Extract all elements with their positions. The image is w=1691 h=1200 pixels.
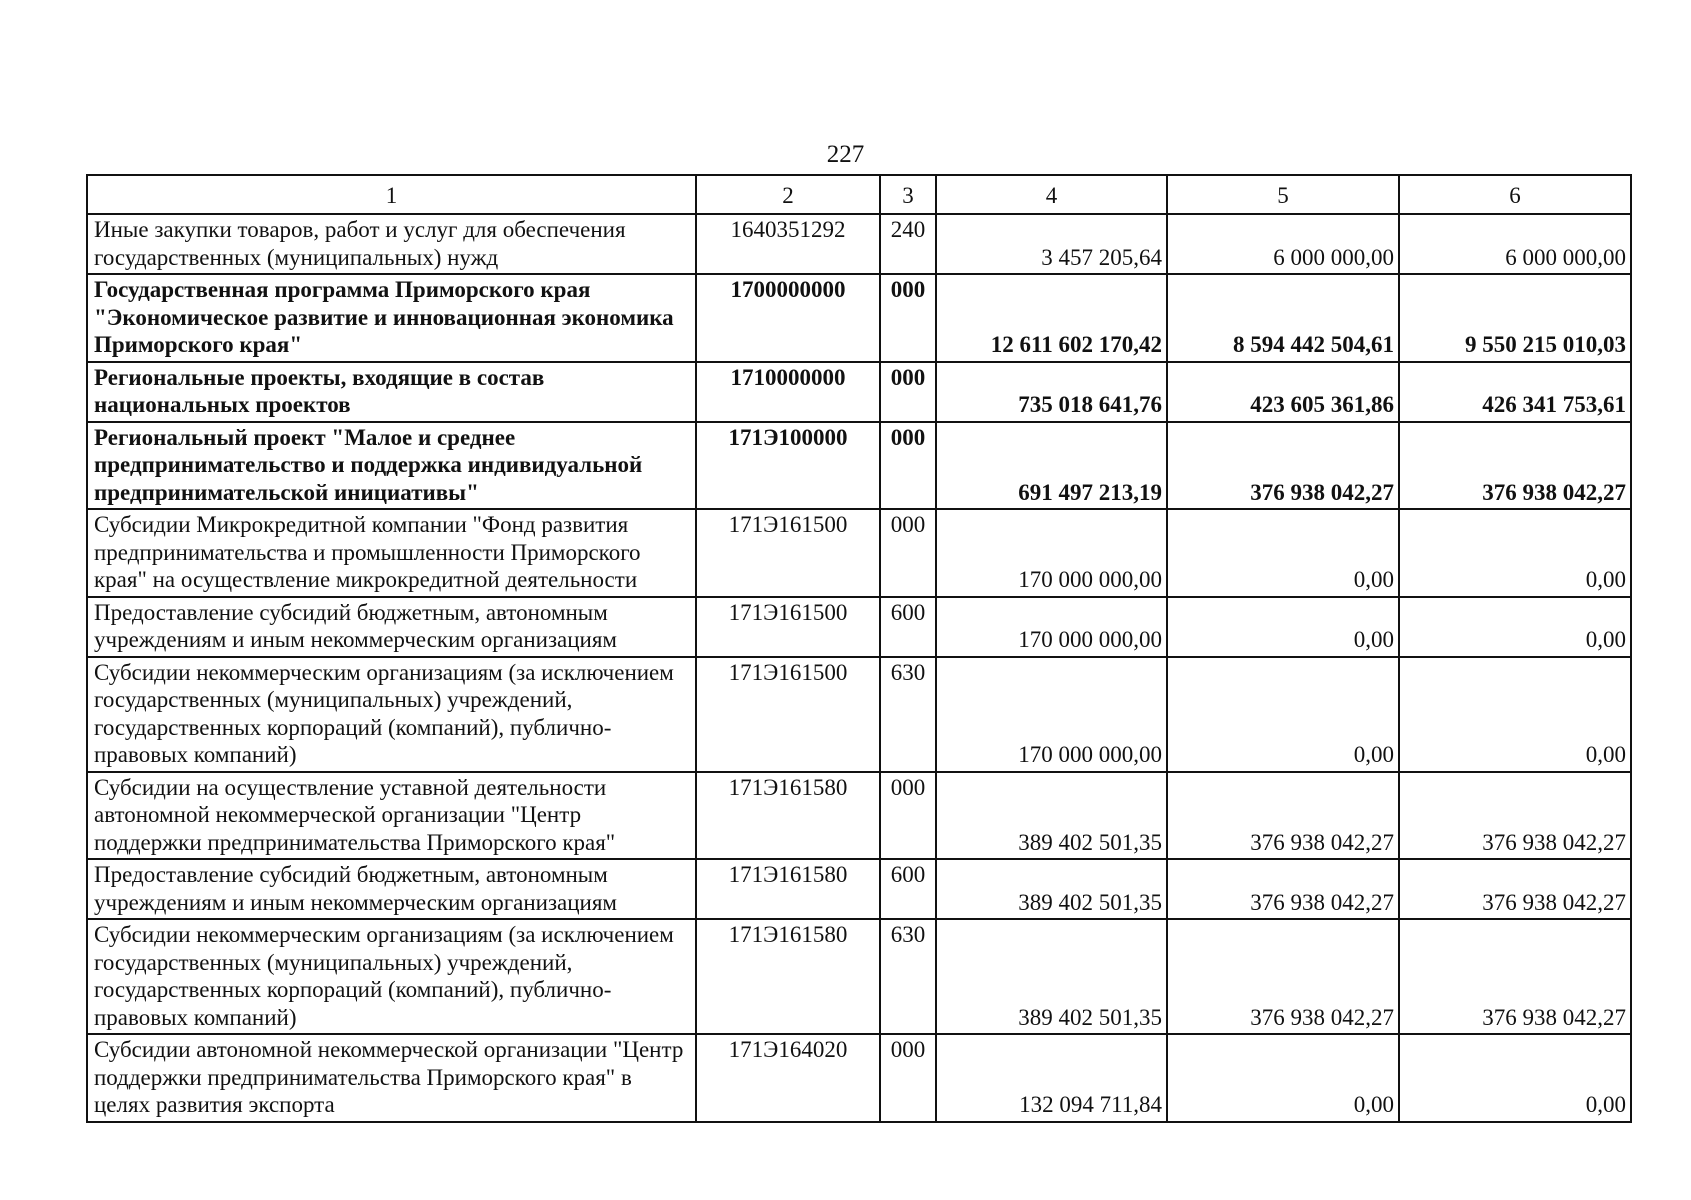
row-sum-col6-cell: 426 341 753,61 [1399,362,1631,422]
row-sum-col6-cell: 376 938 042,27 [1399,422,1631,510]
column-header-3: 3 [880,175,936,214]
row-sum-col4-cell: 389 402 501,35 [936,919,1167,1034]
row-sum-col5-cell: 0,00 [1167,1034,1399,1122]
row-name-cell: Субсидии Микрокредитной компании "Фонд развития предпринимательства и промышленности Приморского края" на осуществление микрокредитной деятельности [87,509,696,597]
row-sum-col4-cell: 170 000 000,00 [936,597,1167,657]
row-type-cell: 000 [880,772,936,860]
row-name-cell: Предоставление субсидий бюджетным, автономным учреждениям и иным некоммерческим организациям [87,597,696,657]
row-sum-col5-cell: 376 938 042,27 [1167,772,1399,860]
row-sum-col4-cell: 691 497 213,19 [936,422,1167,510]
row-sum-col5-cell: 376 938 042,27 [1167,919,1399,1034]
row-code-cell: 171Э161500 [696,509,880,597]
row-sum-col6-cell: 0,00 [1399,597,1631,657]
row-type-cell: 000 [880,509,936,597]
row-code-cell: 171Э161580 [696,859,880,919]
row-code-cell: 171Э161500 [696,657,880,772]
table-row [87,657,1631,772]
table-row [87,919,1631,1034]
row-sum-col6-cell: 376 938 042,27 [1399,859,1631,919]
row-sum-col6-cell: 0,00 [1399,509,1631,597]
row-sum-col4-cell: 170 000 000,00 [936,657,1167,772]
row-sum-col4-cell: 735 018 641,76 [936,362,1167,422]
row-sum-col5-cell: 8 594 442 504,61 [1167,274,1399,362]
row-sum-col4-cell: 12 611 602 170,42 [936,274,1167,362]
row-name-cell: Субсидии автономной некоммерческой организации "Центр поддержки предпринимательства Приморского края" в целях развития экспорта [87,1034,696,1122]
row-code-cell: 1700000000 [696,274,880,362]
row-sum-col5-cell: 376 938 042,27 [1167,422,1399,510]
column-header-4: 4 [936,175,1167,214]
row-sum-col6-cell: 0,00 [1399,657,1631,772]
row-name-cell: Субсидии некоммерческим организациям (за исключением государственных (муниципальных) учреждений, государственных корпораций (компаний), публично-правовых компаний) [87,657,696,772]
row-type-cell: 000 [880,362,936,422]
row-code-cell: 171Э161500 [696,597,880,657]
table-header [87,175,1631,214]
row-sum-col4-cell: 389 402 501,35 [936,772,1167,860]
row-code-cell: 171Э161580 [696,772,880,860]
column-header-2: 2 [696,175,880,214]
table-row [87,1034,1631,1122]
page-number: 227 [826,141,865,168]
row-sum-col5-cell: 0,00 [1167,657,1399,772]
row-sum-col6-cell: 6 000 000,00 [1399,214,1631,274]
header-row [87,175,1631,214]
row-name-cell: Региональные проекты, входящие в состав национальных проектов [87,362,696,422]
table-row [87,859,1631,919]
row-sum-col5-cell: 6 000 000,00 [1167,214,1399,274]
column-header-1: 1 [87,175,696,214]
row-name-cell: Предоставление субсидий бюджетным, автономным учреждениям и иным некоммерческим организациям [87,859,696,919]
row-sum-col5-cell: 0,00 [1167,597,1399,657]
row-sum-col5-cell: 0,00 [1167,509,1399,597]
row-type-cell: 000 [880,274,936,362]
row-code-cell: 1710000000 [696,362,880,422]
row-sum-col5-cell: 423 605 361,86 [1167,362,1399,422]
table-row [87,422,1631,510]
table-row [87,597,1631,657]
row-code-cell: 171Э161580 [696,919,880,1034]
row-type-cell: 630 [880,657,936,772]
row-sum-col4-cell: 132 094 711,84 [936,1034,1167,1122]
row-type-cell: 000 [880,422,936,510]
row-sum-col6-cell: 9 550 215 010,03 [1399,274,1631,362]
row-name-cell: Субсидии на осуществление уставной деятельности автономной некоммерческой организации "Центр поддержки предпринимательства Приморского края" [87,772,696,860]
row-name-cell: Государственная программа Приморского края "Экономическое развитие и инновационная экономика Приморского края" [87,274,696,362]
row-type-cell: 600 [880,597,936,657]
table-row [87,274,1631,362]
table-row [87,214,1631,274]
row-sum-col4-cell: 389 402 501,35 [936,859,1167,919]
row-code-cell: 171Э164020 [696,1034,880,1122]
table-row [87,362,1631,422]
column-header-6: 6 [1399,175,1631,214]
table-body [87,214,1631,1122]
row-type-cell: 000 [880,1034,936,1122]
row-sum-col6-cell: 376 938 042,27 [1399,772,1631,860]
row-sum-col6-cell: 376 938 042,27 [1399,919,1631,1034]
row-sum-col5-cell: 376 938 042,27 [1167,859,1399,919]
row-sum-col4-cell: 170 000 000,00 [936,509,1167,597]
table-row [87,772,1631,860]
row-type-cell: 630 [880,919,936,1034]
row-type-cell: 240 [880,214,936,274]
row-type-cell: 600 [880,859,936,919]
row-code-cell: 1640351292 [696,214,880,274]
row-sum-col6-cell: 0,00 [1399,1034,1631,1122]
table-row [87,509,1631,597]
row-name-cell: Региональный проект "Малое и среднее предпринимательство и поддержка индивидуальной предпринимательской инициативы" [87,422,696,510]
budget-table [86,174,1632,1123]
row-name-cell: Субсидии некоммерческим организациям (за исключением государственных (муниципальных) учреждений, государственных корпораций (компаний), публично-правовых компаний) [87,919,696,1034]
row-sum-col4-cell: 3 457 205,64 [936,214,1167,274]
row-name-cell: Иные закупки товаров, работ и услуг для обеспечения государственных (муниципальных) нужд [87,214,696,274]
column-header-5: 5 [1167,175,1399,214]
row-code-cell: 171Э100000 [696,422,880,510]
